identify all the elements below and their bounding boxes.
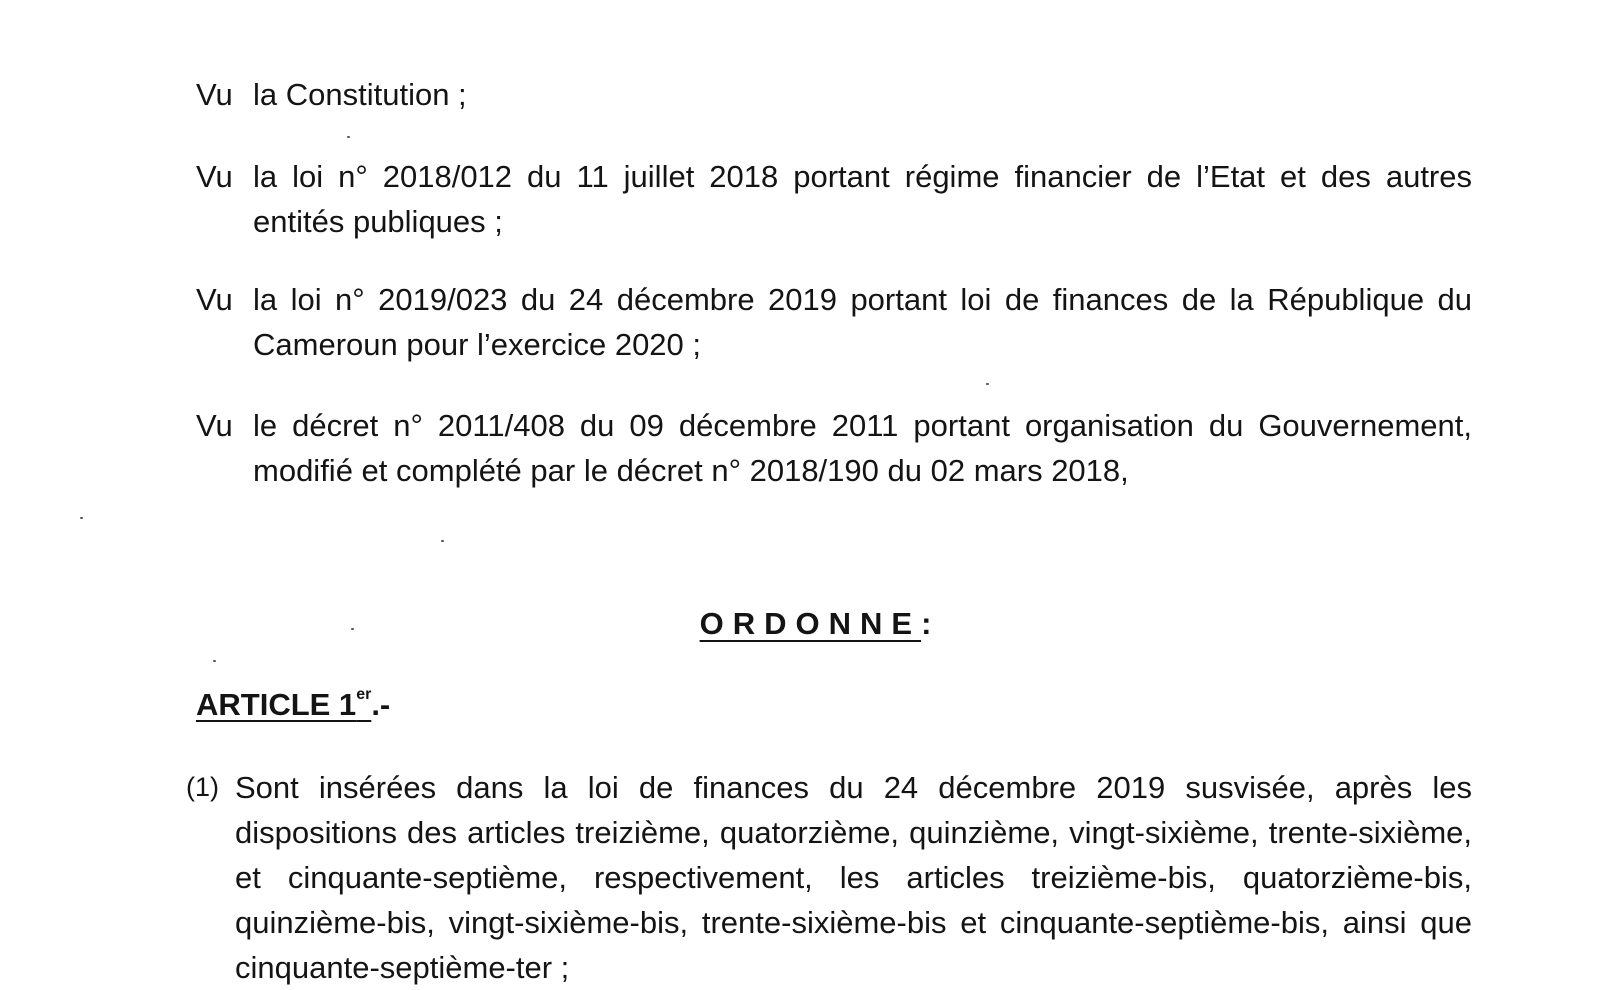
visa-constitution — [196, 72, 1472, 117]
visa-loi-regime-financier — [196, 154, 1472, 244]
ordonne-word: ORDONNE — [699, 606, 922, 641]
article-title: ARTICLE 1 — [196, 687, 357, 722]
scan-speck — [351, 628, 354, 630]
visa-label: Vu — [196, 77, 233, 112]
visa-text: la Constitution ; — [253, 77, 467, 112]
visa-label: Vu — [196, 282, 233, 317]
paragraph-text: Sont insérées dans la loi de finances du 24 décembre 2019 susvisée, après les dispositions des articles treizième, quatorzième, quinzième, vingt-sixième, trente-sixième, et cinquante-septième, respectivement, les articles treizième-bis, quatorzième-bis, quinzième-bis, vingt-sixième-bis, trente-sixième-bis et cinquante-septième-bis, ainsi que cinquante-septième-ter ; — [235, 770, 1472, 985]
article-superscript: er — [356, 686, 372, 703]
paragraph-number: (1) — [186, 772, 219, 802]
article-paragraph-1 — [186, 765, 1472, 990]
article-heading — [196, 686, 390, 723]
visa-decret-organisation — [196, 403, 1472, 493]
visa-text: le décret n° 2011/408 du 09 décembre 2011 portant organisation du Gouvernement, modifié et complété par le décret n° 2018/190 du 02 mars 2018, — [253, 408, 1472, 488]
scan-speck — [80, 517, 83, 519]
visa-label: Vu — [196, 408, 233, 443]
visa-label: Vu — [196, 159, 233, 194]
scan-speck — [213, 660, 216, 662]
visa-loi-de-finances — [196, 277, 1472, 367]
visa-text: la loi n° 2019/023 du 24 décembre 2019 portant loi de finances de la République du Cameroun pour l’exercice 2020 ; — [253, 282, 1472, 362]
scan-speck — [441, 540, 444, 542]
scan-speck — [347, 136, 350, 138]
article-suffix: .- — [371, 687, 391, 722]
ordonne-heading — [0, 606, 1620, 642]
scan-speck — [986, 383, 989, 385]
visa-text: la loi n° 2018/012 du 11 juillet 2018 portant régime financier de l’Etat et des autres entités publiques ; — [253, 159, 1472, 239]
ordonne-colon: : — [921, 606, 941, 641]
